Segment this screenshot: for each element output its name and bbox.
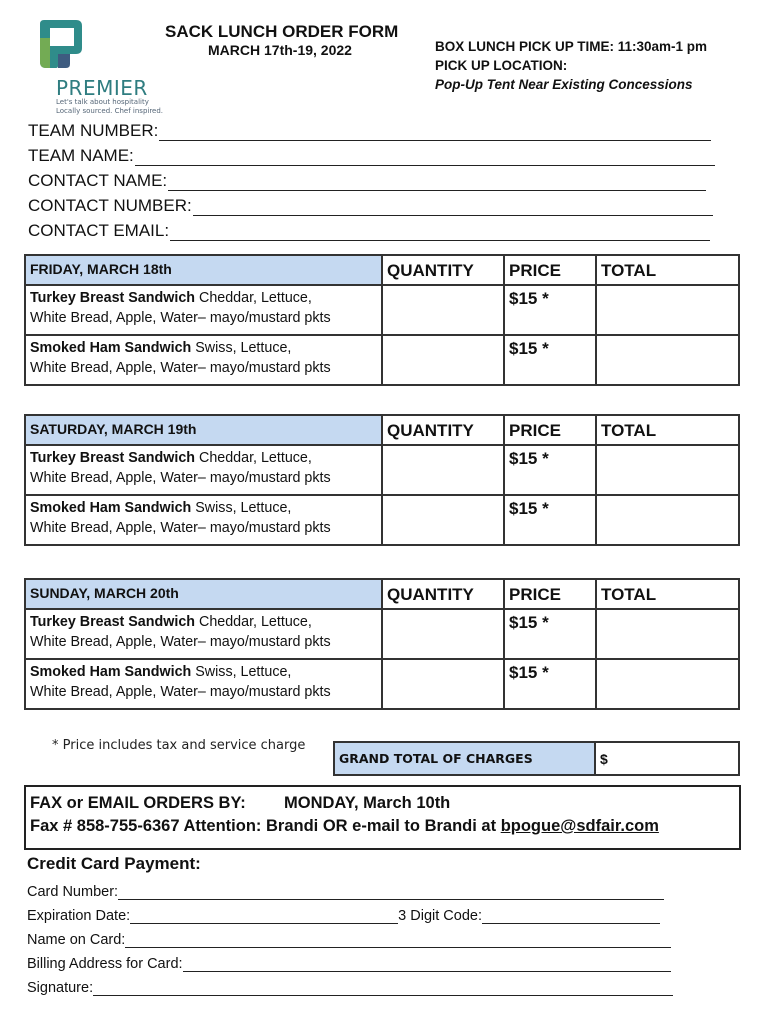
- total-cell[interactable]: [596, 609, 739, 659]
- total-header: TOTAL: [596, 415, 739, 445]
- item-description: Turkey Breast Sandwich Cheddar, Lettuce, White Bread, Apple, Water– mayo/mustard pkts: [25, 285, 382, 335]
- name-on-card-field[interactable]: [27, 932, 727, 948]
- total-cell[interactable]: [596, 659, 739, 709]
- billing-address-line[interactable]: [183, 958, 671, 972]
- premier-logo: [36, 18, 164, 115]
- expiration-label: Expiration Date:: [27, 908, 131, 924]
- quantity-cell[interactable]: [382, 495, 504, 545]
- pickup-location: Pop-Up Tent Near Existing Concessions: [435, 77, 693, 92]
- contact-name-line[interactable]: [168, 174, 706, 191]
- grand-total-table: [333, 741, 740, 776]
- team-number-line[interactable]: [159, 124, 711, 141]
- signature-line[interactable]: [93, 982, 673, 996]
- contact-name-field[interactable]: [28, 166, 728, 191]
- price-cell: $15 *: [504, 445, 596, 495]
- code-line[interactable]: [482, 910, 660, 924]
- team-info-fields: [28, 116, 728, 241]
- item-description: Turkey Breast Sandwich Cheddar, Lettuce, White Bread, Apple, Water– mayo/mustard pkts: [25, 445, 382, 495]
- code-label: 3 Digit Code:: [398, 908, 482, 924]
- fax-by-label: FAX or EMAIL ORDERS BY:: [30, 794, 246, 812]
- contact-name-label: CONTACT NAME:: [28, 171, 168, 190]
- table-row: [25, 285, 739, 335]
- expiration-field[interactable]: [27, 908, 727, 924]
- item-description: Smoked Ham Sandwich Swiss, Lettuce, White Bread, Apple, Water– mayo/mustard pkts: [25, 495, 382, 545]
- quantity-cell[interactable]: [382, 445, 504, 495]
- grand-total-value[interactable]: $: [595, 742, 739, 775]
- day-header: SATURDAY, MARCH 19th: [25, 415, 382, 445]
- grand-total-label: GRAND TOTAL OF CHARGES: [334, 742, 595, 775]
- form-dates: MARCH 17th-19, 2022: [208, 42, 352, 58]
- contact-email-field[interactable]: [28, 216, 728, 241]
- pickup-location-label: PICK UP LOCATION:: [435, 58, 568, 73]
- billing-address-label: Billing Address for Card:: [27, 956, 183, 972]
- quantity-header: QUANTITY: [382, 415, 504, 445]
- item-description: Smoked Ham Sandwich Swiss, Lettuce, White Bread, Apple, Water– mayo/mustard pkts: [25, 335, 382, 385]
- table-row: [25, 609, 739, 659]
- expiration-line[interactable]: [130, 910, 398, 924]
- sunday-order-table: [24, 578, 740, 710]
- signature-label: Signature:: [27, 980, 94, 996]
- card-number-line[interactable]: [118, 886, 664, 900]
- quantity-cell[interactable]: [382, 659, 504, 709]
- total-cell[interactable]: [596, 285, 739, 335]
- contact-email-line[interactable]: [170, 224, 710, 241]
- card-number-field[interactable]: [27, 884, 727, 900]
- quantity-header: QUANTITY: [382, 579, 504, 609]
- premier-logo-mark-icon: [36, 18, 86, 70]
- team-name-field[interactable]: [28, 141, 728, 166]
- quantity-cell[interactable]: [382, 285, 504, 335]
- quantity-cell[interactable]: [382, 609, 504, 659]
- item-description: Turkey Breast Sandwich Cheddar, Lettuce, White Bread, Apple, Water– mayo/mustard pkts: [25, 609, 382, 659]
- pickup-time: BOX LUNCH PICK UP TIME: 11:30am-1 pm: [435, 39, 708, 54]
- team-number-field[interactable]: [28, 116, 728, 141]
- table-row: [25, 445, 739, 495]
- price-cell: $15 *: [504, 285, 596, 335]
- fax-deadline: MONDAY, March 10th: [284, 794, 451, 812]
- price-header: PRICE: [504, 579, 596, 609]
- name-on-card-line[interactable]: [125, 934, 671, 948]
- email-link[interactable]: bpogue@sdfair.com: [500, 817, 659, 835]
- friday-order-table: [24, 254, 740, 386]
- price-cell: $15 *: [504, 495, 596, 545]
- table-row: [25, 659, 739, 709]
- logo-name: PREMIER: [56, 76, 148, 100]
- team-number-label: TEAM NUMBER:: [28, 121, 159, 140]
- pickup-info: [435, 37, 707, 94]
- day-header: FRIDAY, MARCH 18th: [25, 255, 382, 285]
- table-row: [25, 335, 739, 385]
- item-description: Smoked Ham Sandwich Swiss, Lettuce, White Bread, Apple, Water– mayo/mustard pkts: [25, 659, 382, 709]
- logo-tagline: Let's talk about hospitality: [56, 98, 149, 106]
- saturday-order-table: [24, 414, 740, 546]
- total-cell[interactable]: [596, 495, 739, 545]
- card-number-label: Card Number:: [27, 884, 119, 900]
- price-cell: $15 *: [504, 659, 596, 709]
- price-cell: $15 *: [504, 609, 596, 659]
- contact-number-field[interactable]: [28, 191, 728, 216]
- fax-email-box: [24, 785, 741, 850]
- form-title: SACK LUNCH ORDER FORM: [165, 22, 399, 41]
- billing-address-field[interactable]: [27, 956, 727, 972]
- team-name-label: TEAM NAME:: [28, 146, 134, 165]
- price-cell: $15 *: [504, 335, 596, 385]
- total-cell[interactable]: [596, 335, 739, 385]
- price-footnote: * Price includes tax and service charge: [52, 738, 306, 753]
- quantity-header: QUANTITY: [382, 255, 504, 285]
- contact-email-label: CONTACT EMAIL:: [28, 221, 170, 240]
- total-header: TOTAL: [596, 255, 739, 285]
- quantity-cell[interactable]: [382, 335, 504, 385]
- team-name-line[interactable]: [135, 149, 715, 166]
- name-on-card-label: Name on Card:: [27, 932, 126, 948]
- credit-card-title: Credit Card Payment:: [27, 854, 201, 873]
- price-header: PRICE: [504, 415, 596, 445]
- contact-number-line[interactable]: [193, 199, 713, 216]
- fax-instructions: Fax # 858-755-6367 Attention: Brandi OR e-mail to Brandi at: [30, 817, 501, 835]
- logo-tagline: Locally sourced. Chef inspired.: [56, 107, 164, 115]
- contact-number-label: CONTACT NUMBER:: [28, 196, 192, 215]
- table-row: [25, 495, 739, 545]
- price-header: PRICE: [504, 255, 596, 285]
- total-cell[interactable]: [596, 445, 739, 495]
- total-header: TOTAL: [596, 579, 739, 609]
- signature-field[interactable]: [27, 980, 727, 996]
- day-header: SUNDAY, MARCH 20th: [25, 579, 382, 609]
